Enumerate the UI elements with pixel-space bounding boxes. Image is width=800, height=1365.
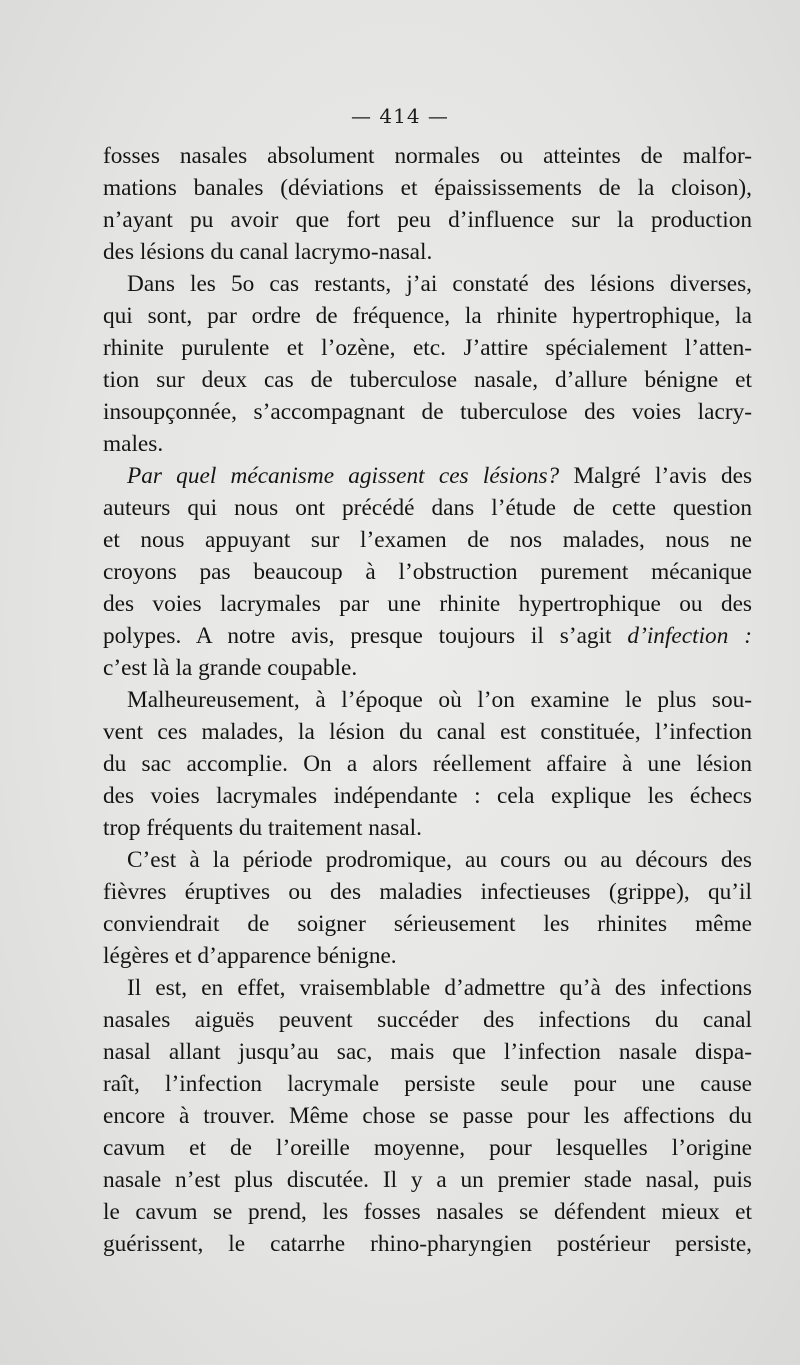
text-line: Il est, en effet, vraisemblable d’admettre qu’à des infections bbox=[127, 975, 752, 1001]
text-line: n’ayant pu avoir que fort peu d’influence sur la production bbox=[103, 207, 752, 233]
text-line: qui sont, par ordre de fréquence, la rhinite hypertrophique, la bbox=[103, 303, 752, 329]
italic-text: Par quel mécanisme agissent ces lésions? bbox=[127, 463, 560, 489]
text-line: du sac accomplie. On a alors réellement affaire à une lésion bbox=[103, 751, 752, 777]
italic-text: d’infection : bbox=[627, 623, 752, 649]
text-line: des voies lacrymales indépendante : cela explique les échecs bbox=[103, 783, 752, 809]
text-line: nasale n’est plus discutée. Il y a un premier stade nasal, puis bbox=[103, 1167, 752, 1193]
text-line: le cavum se prend, les fosses nasales se défendent mieux et bbox=[103, 1199, 752, 1225]
text-line: cavum et de l’oreille moyenne, pour lesquelles l’origine bbox=[103, 1135, 752, 1161]
text-line: croyons pas beaucoup à l’obstruction purement mécanique bbox=[103, 559, 752, 585]
text-line: et nous appuyant sur l’examen de nos malades, nous ne bbox=[103, 527, 752, 553]
text-line bbox=[103, 620, 752, 652]
text-line: guérissent, le catarrhe rhino-pharyngien postérieur persiste, bbox=[103, 1231, 752, 1257]
text-line: conviendrait de soigner sérieusement les rhinites même bbox=[103, 911, 752, 937]
text-line: fièvres éruptives ou des maladies infectieuses (grippe), qu’il bbox=[103, 879, 752, 905]
text-line: fosses nasales absolument normales ou atteintes de malfor- bbox=[103, 143, 752, 169]
text-line: nasales aiguës peuvent succéder des infections du canal bbox=[103, 1007, 752, 1033]
text-line: insoupçonnée, s’accompagnant de tuberculose des voies lacry- bbox=[103, 399, 752, 425]
page-number: — 414 — bbox=[351, 104, 449, 128]
text-line: nasal allant jusqu’au sac, mais que l’infection nasale dispa- bbox=[103, 1039, 752, 1065]
text-line: Malheureusement, à l’époque où l’on examine le plus sou- bbox=[127, 687, 752, 713]
text-line bbox=[103, 460, 752, 492]
text-line: males. bbox=[103, 431, 164, 457]
text-line: encore à trouver. Même chose se passe pour les affections du bbox=[103, 1103, 752, 1129]
text-line: des voies lacrymales par une rhinite hypertrophique ou des bbox=[103, 591, 752, 617]
text-line: mations banales (déviations et épaississements de la cloison), bbox=[103, 175, 752, 201]
text-line: trop fréquents du traitement nasal. bbox=[103, 815, 422, 841]
text-line: raît, l’infection lacrymale persiste seule pour une cause bbox=[103, 1071, 752, 1097]
text-line: Dans les 5o cas restants, j’ai constaté des lésions diverses, bbox=[127, 271, 752, 297]
body-text bbox=[103, 140, 752, 1260]
text-line: c’est là la grande coupable. bbox=[103, 655, 358, 681]
text-line: C’est à la période prodromique, au cours ou au décours des bbox=[127, 847, 752, 873]
text-line: légères et d’apparence bénigne. bbox=[103, 943, 397, 969]
text-segment: Malgré l’avis des bbox=[559, 463, 752, 489]
text-line: rhinite purulente et l’ozène, etc. J’attire spécialement l’atten- bbox=[103, 335, 752, 361]
text-line: tion sur deux cas de tuberculose nasale, d’allure bénigne et bbox=[103, 367, 752, 393]
text-line: des lésions du canal lacrymo-nasal. bbox=[103, 239, 433, 265]
text-segment: polypes. A notre avis, presque toujours il s’agit bbox=[103, 623, 628, 649]
text-line: auteurs qui nous ont précédé dans l’étude de cette question bbox=[103, 495, 752, 521]
text-line: vent ces malades, la lésion du canal est constituée, l’infection bbox=[103, 719, 752, 745]
